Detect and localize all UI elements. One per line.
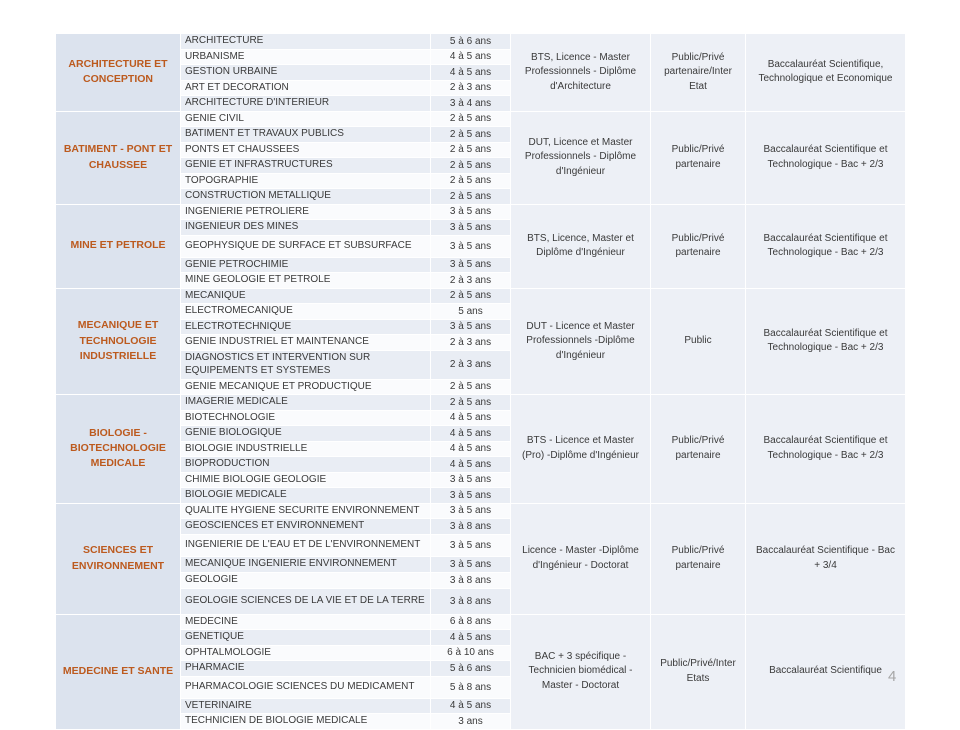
duration-cell: 4 à 5 ans	[431, 457, 511, 473]
bac-cell: Baccalauréat Scientifique et Technologique - Bac + 2/3	[746, 395, 906, 504]
program-name-cell: ELECTROTECHNIQUE	[181, 319, 431, 335]
program-name-cell: MEDECINE	[181, 614, 431, 630]
duration-cell: 3 à 8 ans	[431, 588, 511, 614]
program-name-cell: URBANISME	[181, 49, 431, 65]
program-name-cell: MECANIQUE	[181, 288, 431, 304]
duration-cell: 3 à 5 ans	[431, 235, 511, 257]
program-name-cell: BIOPRODUCTION	[181, 457, 431, 473]
duration-cell: 4 à 5 ans	[431, 630, 511, 646]
program-name-cell: GEOLOGIE SCIENCES DE LA VIE ET DE LA TERRE	[181, 588, 431, 614]
duration-cell: 2 à 5 ans	[431, 127, 511, 143]
duration-cell: 2 à 5 ans	[431, 379, 511, 395]
category-cell: SCIENCES ET ENVIRONNEMENT	[56, 503, 181, 614]
bac-cell: Baccalauréat Scientifique et Technologique - Bac + 2/3	[746, 111, 906, 204]
program-name-cell: IMAGERIE MEDICALE	[181, 395, 431, 411]
category-cell: MINE ET PETROLE	[56, 204, 181, 288]
bac-cell: Baccalauréat Scientifique et Technologique - Bac + 2/3	[746, 288, 906, 395]
bac-cell: Baccalauréat Scientifique	[746, 614, 906, 729]
program-name-cell: ART ET DECORATION	[181, 80, 431, 96]
access-cell: Public/Privé/Inter Etats	[651, 614, 746, 729]
access-cell: Public	[651, 288, 746, 395]
duration-cell: 4 à 5 ans	[431, 410, 511, 426]
page-number: 4	[888, 668, 897, 685]
table-row	[56, 111, 906, 127]
program-name-cell: PONTS ET CHAUSSEES	[181, 142, 431, 158]
duration-cell: 3 à 5 ans	[431, 503, 511, 519]
duration-cell: 2 à 5 ans	[431, 189, 511, 205]
duration-cell: 3 à 8 ans	[431, 519, 511, 535]
category-cell: BATIMENT - PONT ET CHAUSSEE	[56, 111, 181, 204]
category-cell: MEDECINE ET SANTE	[56, 614, 181, 729]
program-name-cell: GENIE BIOLOGIQUE	[181, 426, 431, 442]
program-name-cell: GENIE PETROCHIMIE	[181, 257, 431, 273]
program-name-cell: GENIE INDUSTRIEL ET MAINTENANCE	[181, 335, 431, 351]
duration-cell: 3 à 5 ans	[431, 204, 511, 220]
program-name-cell: ARCHITECTURE D'INTERIEUR	[181, 96, 431, 112]
table-row	[56, 288, 906, 304]
duration-cell: 4 à 5 ans	[431, 65, 511, 81]
program-name-cell: INGENIERIE PETROLIERE	[181, 204, 431, 220]
duration-cell: 2 à 5 ans	[431, 111, 511, 127]
program-name-cell: PHARMACIE	[181, 661, 431, 677]
duration-cell: 2 à 3 ans	[431, 273, 511, 289]
duration-cell: 5 ans	[431, 304, 511, 320]
bac-cell: Baccalauréat Scientifique - Bac + 3/4	[746, 503, 906, 614]
program-name-cell: GENIE CIVIL	[181, 111, 431, 127]
diploma-cell: BAC + 3 spécifique -Technicien biomédical - Master - Doctorat	[511, 614, 651, 729]
duration-cell: 5 à 6 ans	[431, 661, 511, 677]
program-name-cell: INGENIERIE DE L'EAU ET DE L'ENVIRONNEMENT	[181, 534, 431, 556]
duration-cell: 2 à 5 ans	[431, 288, 511, 304]
duration-cell: 2 à 5 ans	[431, 173, 511, 189]
table-row	[56, 614, 906, 630]
diploma-cell: BTS, Licence, Master et Diplôme d'Ingénieur	[511, 204, 651, 288]
program-name-cell: GENIE MECANIQUE ET PRODUCTIQUE	[181, 379, 431, 395]
program-name-cell: VETERINAIRE	[181, 698, 431, 714]
access-cell: Public/Privé partenaire	[651, 395, 746, 504]
table-row	[56, 34, 906, 50]
program-name-cell: GESTION URBAINE	[181, 65, 431, 81]
program-name-cell: BATIMENT ET TRAVAUX PUBLICS	[181, 127, 431, 143]
program-name-cell: DIAGNOSTICS ET INTERVENTION SUR EQUIPEMENTS ET SYSTEMES	[181, 350, 431, 379]
duration-cell: 5 à 6 ans	[431, 34, 511, 50]
program-name-cell: OPHTALMOLOGIE	[181, 645, 431, 661]
duration-cell: 3 à 5 ans	[431, 488, 511, 504]
program-name-cell: ELECTROMECANIQUE	[181, 304, 431, 320]
diploma-cell: DUT - Licence et Master Professionnels -Diplôme d'Ingénieur	[511, 288, 651, 395]
duration-cell: 2 à 3 ans	[431, 350, 511, 379]
program-name-cell: GENETIQUE	[181, 630, 431, 646]
category-cell: MECANIQUE ET TECHNOLOGIE INDUSTRIELLE	[56, 288, 181, 395]
duration-cell: 3 à 5 ans	[431, 319, 511, 335]
duration-cell: 3 à 5 ans	[431, 257, 511, 273]
table-row	[56, 395, 906, 411]
duration-cell: 3 à 5 ans	[431, 534, 511, 556]
duration-cell: 4 à 5 ans	[431, 698, 511, 714]
program-name-cell: GEOSCIENCES ET ENVIRONNEMENT	[181, 519, 431, 535]
duration-cell: 2 à 5 ans	[431, 158, 511, 174]
access-cell: Public/Privé partenaire	[651, 503, 746, 614]
program-name-cell: MECANIQUE INGENIERIE ENVIRONNEMENT	[181, 556, 431, 572]
program-name-cell: BIOLOGIE INDUSTRIELLE	[181, 441, 431, 457]
diploma-cell: DUT, Licence et Master Professionnels - Diplôme d'Ingénieur	[511, 111, 651, 204]
duration-cell: 5 à 8 ans	[431, 676, 511, 698]
diploma-cell: BTS, Licence - Master Professionnels - Diplôme d'Architecture	[511, 34, 651, 112]
program-name-cell: CHIMIE BIOLOGIE GEOLOGIE	[181, 472, 431, 488]
program-name-cell: INGENIEUR DES MINES	[181, 220, 431, 236]
table-row	[56, 503, 906, 519]
access-cell: Public/Privé partenaire	[651, 111, 746, 204]
duration-cell: 4 à 5 ans	[431, 49, 511, 65]
program-name-cell: BIOTECHNOLOGIE	[181, 410, 431, 426]
duration-cell: 6 à 10 ans	[431, 645, 511, 661]
program-name-cell: QUALITE HYGIENE SECURITE ENVIRONNEMENT	[181, 503, 431, 519]
programs-table	[55, 33, 906, 730]
program-name-cell: GENIE ET INFRASTRUCTURES	[181, 158, 431, 174]
program-name-cell: GEOPHYSIQUE DE SURFACE ET SUBSURFACE	[181, 235, 431, 257]
duration-cell: 3 à 5 ans	[431, 220, 511, 236]
duration-cell: 3 à 8 ans	[431, 572, 511, 588]
access-cell: Public/Privé partenaire/Inter Etat	[651, 34, 746, 112]
duration-cell: 2 à 3 ans	[431, 335, 511, 351]
program-name-cell: BIOLOGIE MEDICALE	[181, 488, 431, 504]
duration-cell: 6 à 8 ans	[431, 614, 511, 630]
programs-table-body	[56, 34, 906, 730]
program-name-cell: GEOLOGIE	[181, 572, 431, 588]
duration-cell: 3 ans	[431, 714, 511, 730]
diploma-cell: BTS - Licence et Master (Pro) -Diplôme d'Ingénieur	[511, 395, 651, 504]
program-name-cell: ARCHITECTURE	[181, 34, 431, 50]
bac-cell: Baccalauréat Scientifique et Technologique - Bac + 2/3	[746, 204, 906, 288]
duration-cell: 2 à 5 ans	[431, 395, 511, 411]
program-name-cell: CONSTRUCTION METALLIQUE	[181, 189, 431, 205]
access-cell: Public/Privé partenaire	[651, 204, 746, 288]
duration-cell: 3 à 5 ans	[431, 556, 511, 572]
diploma-cell: Licence - Master -Diplôme d'Ingénieur - Doctorat	[511, 503, 651, 614]
duration-cell: 4 à 5 ans	[431, 441, 511, 457]
category-cell: BIOLOGIE - BIOTECHNOLOGIE MEDICALE	[56, 395, 181, 504]
program-name-cell: TOPOGRAPHIE	[181, 173, 431, 189]
duration-cell: 2 à 5 ans	[431, 142, 511, 158]
program-name-cell: MINE GEOLOGIE ET PETROLE	[181, 273, 431, 289]
program-name-cell: PHARMACOLOGIE SCIENCES DU MEDICAMENT	[181, 676, 431, 698]
table-row	[56, 204, 906, 220]
duration-cell: 2 à 3 ans	[431, 80, 511, 96]
category-cell: ARCHITECTURE ET CONCEPTION	[56, 34, 181, 112]
program-name-cell: TECHNICIEN DE BIOLOGIE MEDICALE	[181, 714, 431, 730]
duration-cell: 3 à 4 ans	[431, 96, 511, 112]
duration-cell: 3 à 5 ans	[431, 472, 511, 488]
bac-cell: Baccalauréat Scientifique, Technologique et Economique	[746, 34, 906, 112]
duration-cell: 4 à 5 ans	[431, 426, 511, 442]
